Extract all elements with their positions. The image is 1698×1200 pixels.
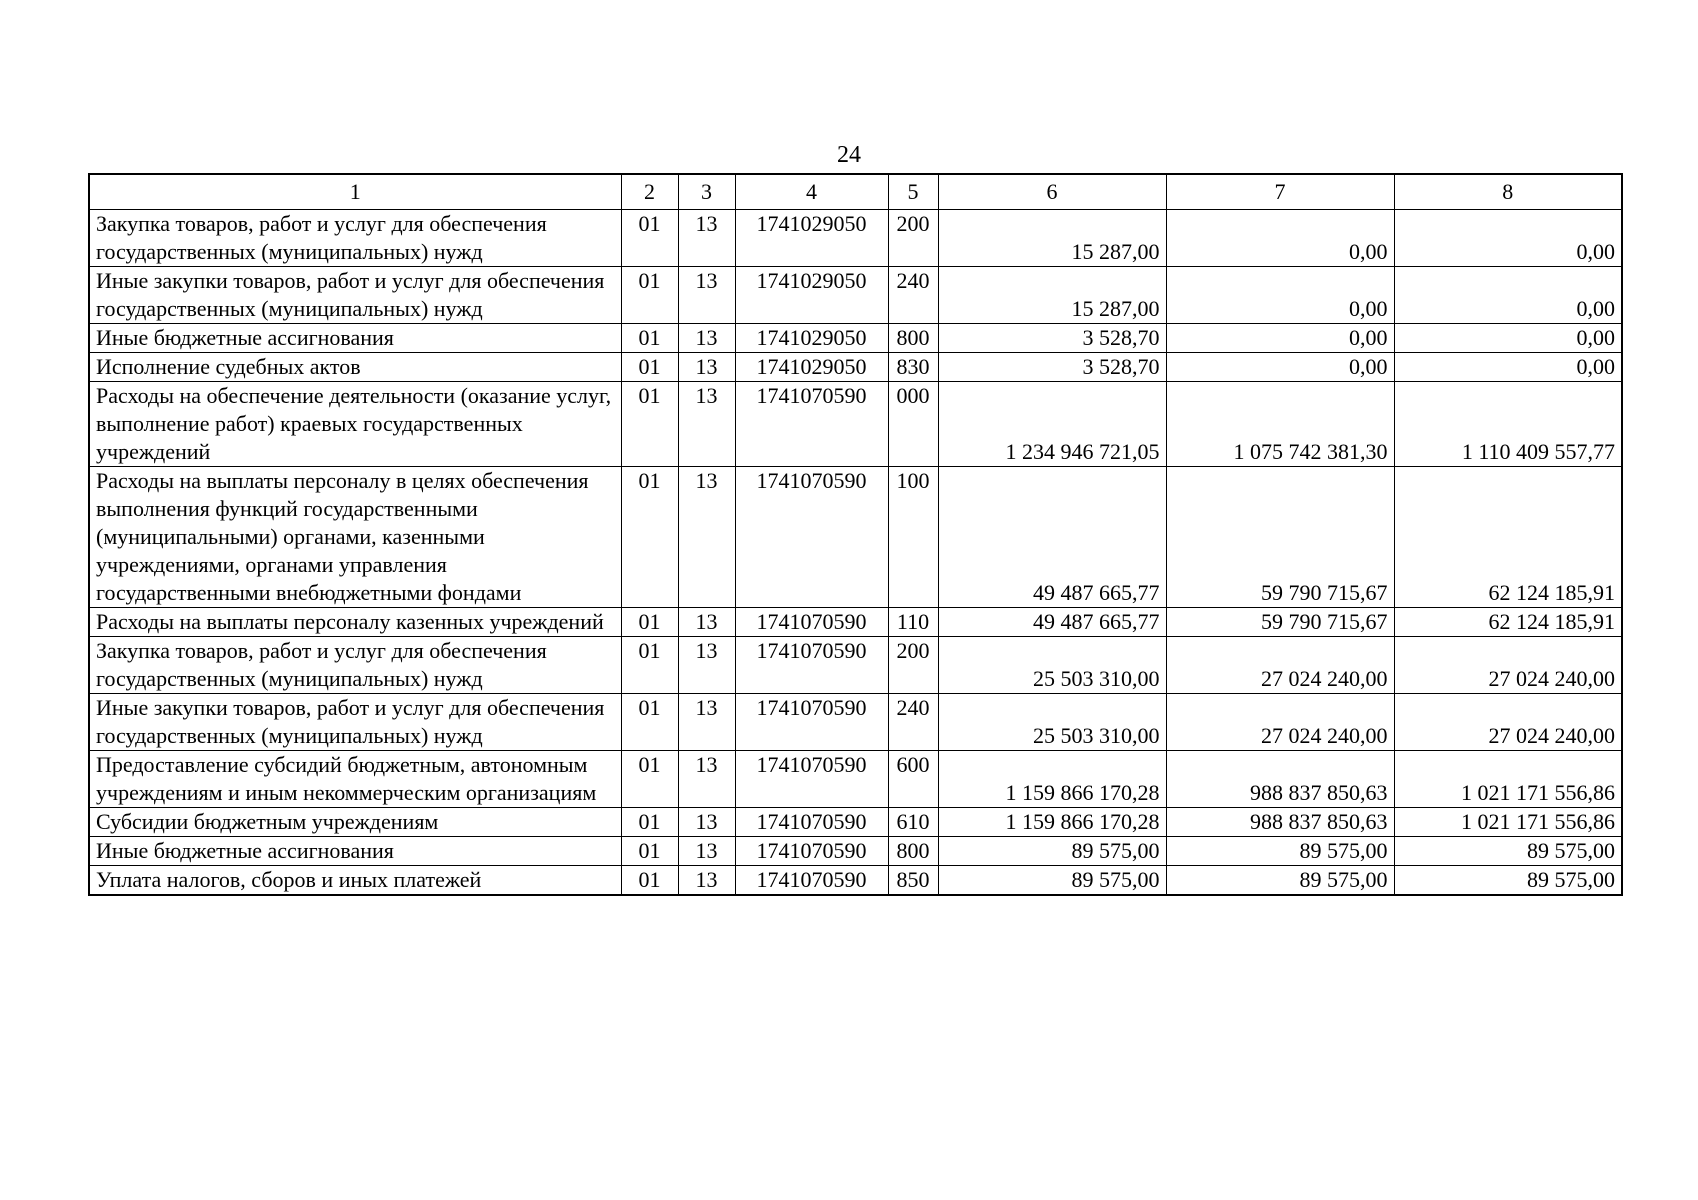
- table-row: [89, 210, 1622, 267]
- section-code: 01: [621, 637, 678, 694]
- expense-type-code: 850: [888, 866, 938, 896]
- subsection-code: 13: [678, 210, 735, 267]
- page-number: 24: [837, 142, 861, 168]
- row-description: Уплата налогов, сборов и иных платежей: [89, 866, 621, 896]
- expense-type-code: 110: [888, 608, 938, 637]
- amount-col-7: 59 790 715,67: [1166, 608, 1394, 637]
- amount-col-7: 89 575,00: [1166, 837, 1394, 866]
- amount-col-8: 0,00: [1394, 267, 1622, 324]
- subsection-code: 13: [678, 324, 735, 353]
- expense-type-code: 600: [888, 751, 938, 808]
- target-article-code: 1741029050: [735, 324, 888, 353]
- row-description: Исполнение судебных актов: [89, 353, 621, 382]
- target-article-code: 1741070590: [735, 637, 888, 694]
- table-row: [89, 866, 1622, 896]
- column-header: 1: [89, 174, 621, 210]
- table-row: [89, 324, 1622, 353]
- amount-col-6: 15 287,00: [938, 267, 1166, 324]
- section-code: 01: [621, 808, 678, 837]
- section-code: 01: [621, 210, 678, 267]
- row-description: Субсидии бюджетным учреждениям: [89, 808, 621, 837]
- table-row: [89, 694, 1622, 751]
- amount-col-6: 49 487 665,77: [938, 467, 1166, 608]
- target-article-code: 1741070590: [735, 467, 888, 608]
- subsection-code: 13: [678, 637, 735, 694]
- amount-col-8: 89 575,00: [1394, 837, 1622, 866]
- amount-col-6: 1 159 866 170,28: [938, 808, 1166, 837]
- target-article-code: 1741070590: [735, 608, 888, 637]
- amount-col-7: 0,00: [1166, 267, 1394, 324]
- budget-table: [88, 173, 1623, 896]
- row-description: Иные бюджетные ассигнования: [89, 324, 621, 353]
- row-description: Иные закупки товаров, работ и услуг для обеспечения государственных (муниципальных) нужд: [89, 267, 621, 324]
- table-row: [89, 837, 1622, 866]
- amount-col-7: 0,00: [1166, 353, 1394, 382]
- subsection-code: 13: [678, 694, 735, 751]
- section-code: 01: [621, 382, 678, 467]
- row-description: Предоставление субсидий бюджетным, автономным учреждениям и иным некоммерческим организациям: [89, 751, 621, 808]
- amount-col-8: 0,00: [1394, 324, 1622, 353]
- subsection-code: 13: [678, 382, 735, 467]
- amount-col-7: 0,00: [1166, 324, 1394, 353]
- row-description: Закупка товаров, работ и услуг для обеспечения государственных (муниципальных) нужд: [89, 637, 621, 694]
- subsection-code: 13: [678, 467, 735, 608]
- subsection-code: 13: [678, 808, 735, 837]
- table-row: [89, 608, 1622, 637]
- table-row: [89, 382, 1622, 467]
- amount-col-7: 59 790 715,67: [1166, 467, 1394, 608]
- table-row: [89, 808, 1622, 837]
- section-code: 01: [621, 324, 678, 353]
- expense-type-code: 800: [888, 324, 938, 353]
- amount-col-7: 988 837 850,63: [1166, 751, 1394, 808]
- row-description: Иные закупки товаров, работ и услуг для обеспечения государственных (муниципальных) нужд: [89, 694, 621, 751]
- expense-type-code: 610: [888, 808, 938, 837]
- subsection-code: 13: [678, 608, 735, 637]
- amount-col-8: 62 124 185,91: [1394, 467, 1622, 608]
- column-header: 8: [1394, 174, 1622, 210]
- amount-col-8: 1 110 409 557,77: [1394, 382, 1622, 467]
- amount-col-7: 0,00: [1166, 210, 1394, 267]
- section-code: 01: [621, 467, 678, 608]
- section-code: 01: [621, 608, 678, 637]
- amount-col-6: 89 575,00: [938, 837, 1166, 866]
- amount-col-8: 1 021 171 556,86: [1394, 751, 1622, 808]
- section-code: 01: [621, 267, 678, 324]
- subsection-code: 13: [678, 751, 735, 808]
- amount-col-6: 15 287,00: [938, 210, 1166, 267]
- amount-col-6: 3 528,70: [938, 353, 1166, 382]
- table-row: [89, 267, 1622, 324]
- section-code: 01: [621, 751, 678, 808]
- amount-col-7: 27 024 240,00: [1166, 637, 1394, 694]
- amount-col-6: 1 234 946 721,05: [938, 382, 1166, 467]
- subsection-code: 13: [678, 353, 735, 382]
- column-header: 7: [1166, 174, 1394, 210]
- subsection-code: 13: [678, 837, 735, 866]
- amount-col-6: 25 503 310,00: [938, 694, 1166, 751]
- expense-type-code: 240: [888, 267, 938, 324]
- expense-type-code: 100: [888, 467, 938, 608]
- target-article-code: 1741029050: [735, 267, 888, 324]
- target-article-code: 1741029050: [735, 353, 888, 382]
- row-description: Расходы на обеспечение деятельности (оказание услуг, выполнение работ) краевых государственных учреждений: [89, 382, 621, 467]
- amount-col-7: 89 575,00: [1166, 866, 1394, 896]
- subsection-code: 13: [678, 267, 735, 324]
- amount-col-8: 27 024 240,00: [1394, 637, 1622, 694]
- amount-col-8: 62 124 185,91: [1394, 608, 1622, 637]
- amount-col-8: 27 024 240,00: [1394, 694, 1622, 751]
- section-code: 01: [621, 866, 678, 896]
- target-article-code: 1741029050: [735, 210, 888, 267]
- expense-type-code: 800: [888, 837, 938, 866]
- amount-col-8: 1 021 171 556,86: [1394, 808, 1622, 837]
- column-header: 4: [735, 174, 888, 210]
- expense-type-code: 240: [888, 694, 938, 751]
- amount-col-8: 0,00: [1394, 353, 1622, 382]
- amount-col-7: 1 075 742 381,30: [1166, 382, 1394, 467]
- row-description: Иные бюджетные ассигнования: [89, 837, 621, 866]
- target-article-code: 1741070590: [735, 808, 888, 837]
- amount-col-8: 89 575,00: [1394, 866, 1622, 896]
- amount-col-6: 49 487 665,77: [938, 608, 1166, 637]
- amount-col-6: 25 503 310,00: [938, 637, 1166, 694]
- target-article-code: 1741070590: [735, 837, 888, 866]
- expense-type-code: 000: [888, 382, 938, 467]
- table-row: [89, 353, 1622, 382]
- expense-type-code: 200: [888, 210, 938, 267]
- section-code: 01: [621, 353, 678, 382]
- section-code: 01: [621, 694, 678, 751]
- target-article-code: 1741070590: [735, 694, 888, 751]
- table-row: [89, 751, 1622, 808]
- row-description: Расходы на выплаты персоналу в целях обеспечения выполнения функций государственными (муниципальными) органами, казенными учреждениями, органами управления государственными внебюджетными фондами: [89, 467, 621, 608]
- table-row: [89, 467, 1622, 608]
- column-header: 6: [938, 174, 1166, 210]
- section-code: 01: [621, 837, 678, 866]
- amount-col-6: 1 159 866 170,28: [938, 751, 1166, 808]
- amount-col-8: 0,00: [1394, 210, 1622, 267]
- amount-col-7: 988 837 850,63: [1166, 808, 1394, 837]
- header-row: [89, 174, 1622, 210]
- amount-col-7: 27 024 240,00: [1166, 694, 1394, 751]
- table-row: [89, 637, 1622, 694]
- target-article-code: 1741070590: [735, 751, 888, 808]
- expense-type-code: 200: [888, 637, 938, 694]
- expense-type-code: 830: [888, 353, 938, 382]
- subsection-code: 13: [678, 866, 735, 896]
- table-body: [89, 174, 1622, 895]
- column-header: 2: [621, 174, 678, 210]
- column-header: 5: [888, 174, 938, 210]
- row-description: Закупка товаров, работ и услуг для обеспечения государственных (муниципальных) нужд: [89, 210, 621, 267]
- amount-col-6: 3 528,70: [938, 324, 1166, 353]
- amount-col-6: 89 575,00: [938, 866, 1166, 896]
- column-header: 3: [678, 174, 735, 210]
- target-article-code: 1741070590: [735, 382, 888, 467]
- target-article-code: 1741070590: [735, 866, 888, 896]
- row-description: Расходы на выплаты персоналу казенных учреждений: [89, 608, 621, 637]
